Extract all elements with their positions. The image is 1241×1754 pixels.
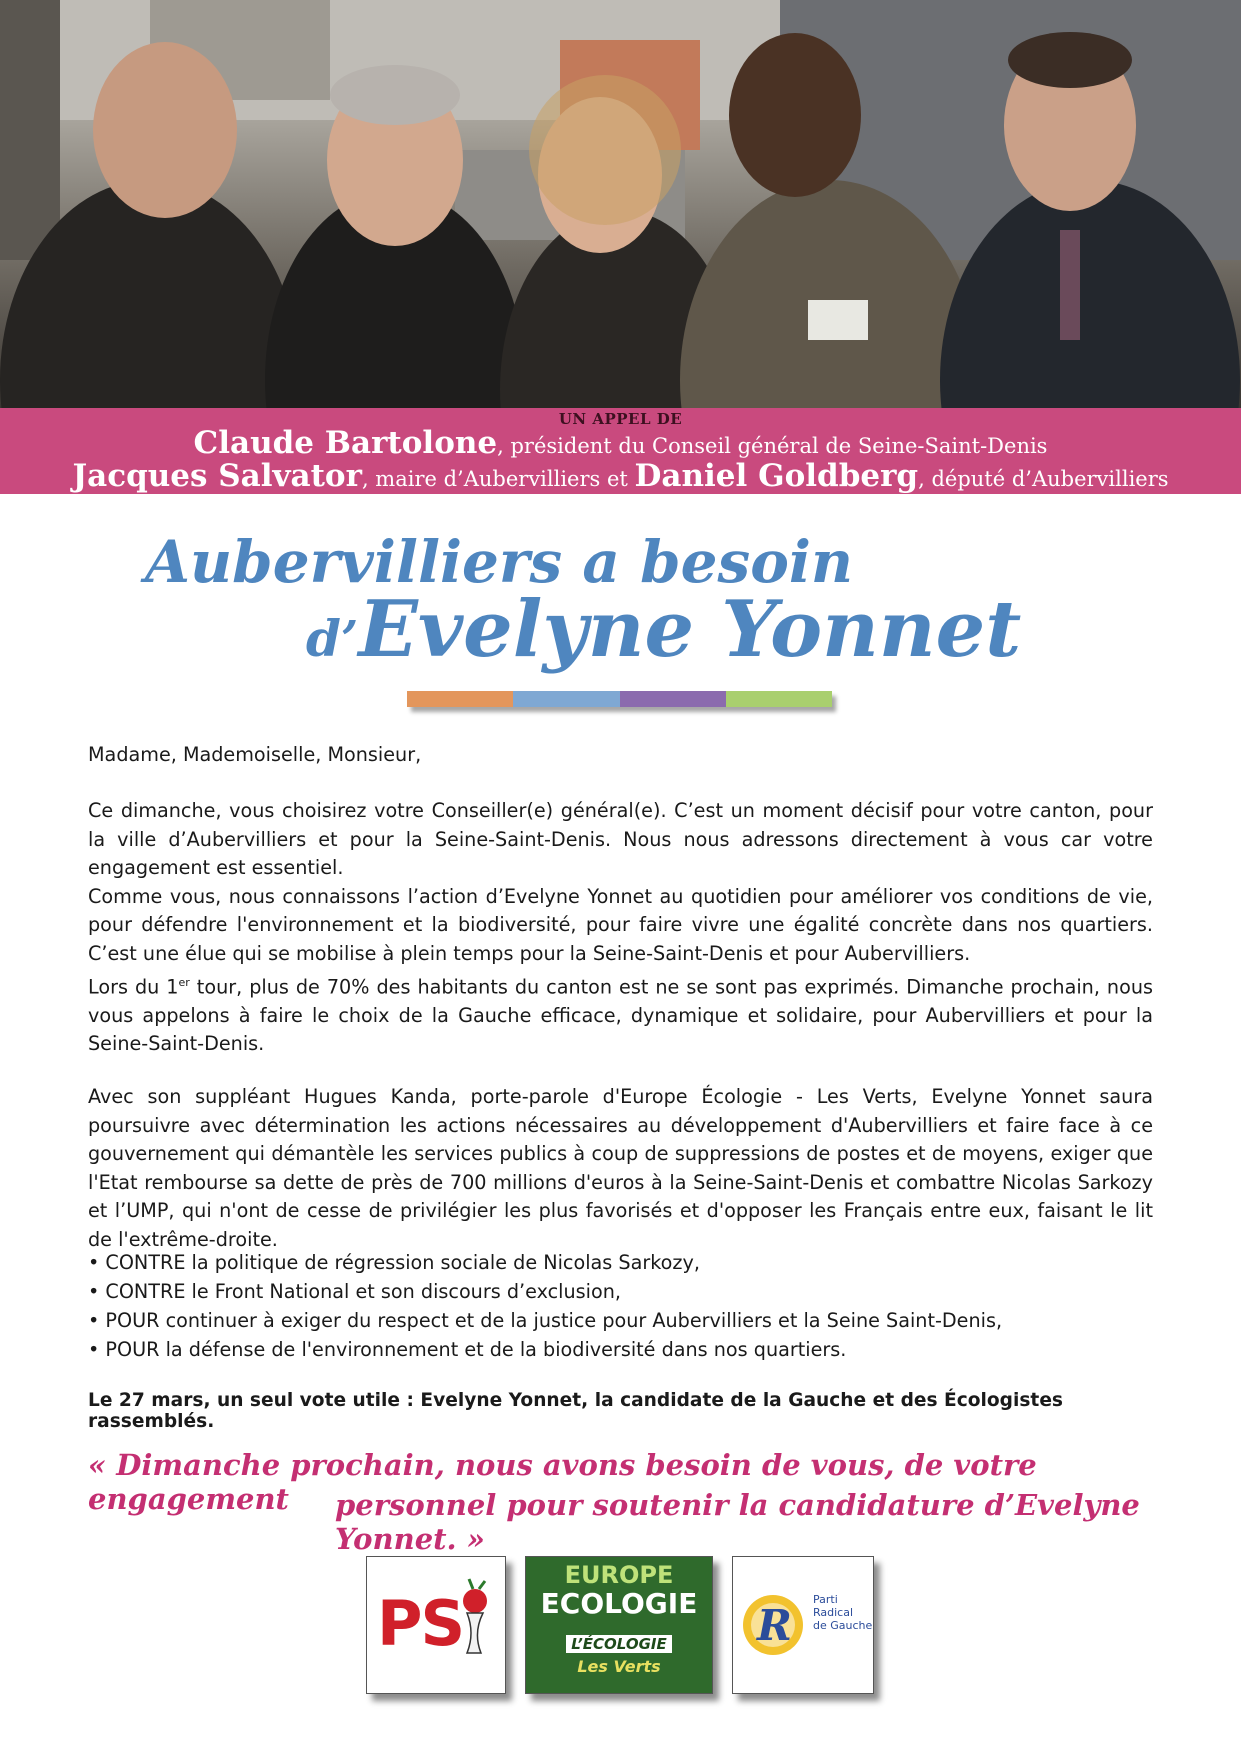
- banner-line-2-role: , député d’Aubervilliers: [918, 467, 1169, 491]
- prg-text: [813, 1593, 872, 1632]
- europe-ecologie-logo: [525, 1556, 713, 1694]
- headline-line-1: Aubervilliers a besoin: [145, 528, 854, 596]
- eelv-line-4: Les Verts: [577, 1657, 661, 1676]
- eelv-line-2: ECOLOGIE: [540, 1587, 698, 1620]
- headline-candidate-name: Evelyne Yonnet: [358, 584, 1022, 675]
- ps-logo: [366, 1556, 506, 1694]
- headline-prefix: d’: [306, 609, 359, 668]
- prg-text-3: de Gauche: [813, 1619, 873, 1632]
- prg-text-1: Parti: [813, 1593, 838, 1606]
- paragraph-3-rest: tour, plus de 70% des habitants du canton est ne se sont pas exprimés. Dimanche prochain, nous vous appelons à faire le choix de la Gauche efficace, dynamique et solidaire, pour Aubervilliers et pour la Seine-Saint-Denis.: [88, 974, 1153, 1056]
- conclusion-statement: Le 27 mars, un seul vote utile : Evelyne Yonnet, la candidate de la Gauche et des Écologistes rassemblés.: [88, 1390, 1063, 1432]
- salutation: Madame, Mademoiselle, Monsieur,: [88, 743, 422, 766]
- eelv-line-3: L’ÉCOLOGIE: [566, 1635, 672, 1653]
- parti-radical-de-gauche-logo: [732, 1556, 874, 1694]
- ps-logo-text: PS: [377, 1587, 464, 1660]
- list-item: • POUR la défense de l'environnement et de la biodiversité dans nos quartiers.: [88, 1335, 1153, 1364]
- color-bar-orange: [407, 691, 513, 707]
- name-daniel-goldberg: Daniel Goldberg: [634, 458, 919, 494]
- color-bar-purple: [620, 691, 726, 707]
- prg-text-2: Radical: [813, 1606, 854, 1619]
- eelv-line-1: EUROPE: [564, 1561, 674, 1589]
- banner-line-2-mid: , maire d’Aubervilliers et: [361, 467, 635, 491]
- banner-line-2: [0, 458, 1241, 494]
- list-item: • POUR continuer à exiger du respect et de la justice pour Aubervilliers et la Seine Saint-Denis,: [88, 1306, 1153, 1335]
- letter-body: [88, 797, 1153, 1059]
- banner-line-1-role: , président du Conseil général de Seine-Saint-Denis: [497, 434, 1048, 458]
- prg-letter: R: [757, 1601, 792, 1650]
- paragraph-4: Avec son suppléant Hugues Kanda, porte-parole d'Europe Écologie - Les Verts, Evelyne Yonnet saura poursuivre avec détermination les actions nécessaires au développement d'Aubervilliers et faire face à ce gouvernement qui démantèle les services publics à coup de suppressions de postes et de moyens, exiger que l'Etat rembourse sa dette de près de 700 millions d'euros à la Seine-Saint-Denis et combattre Nicolas Sarkozy et l’UMP, qui n'ont de cesse de privilégier les plus favorisés et d'opposer les Français entre eux, faisant le lit de l'extrême-droite.: [88, 1085, 1153, 1251]
- bullet-list: [88, 1248, 1153, 1364]
- quote-line-1: « Dimanche prochain, nous avons besoin de vous, de votre engagement: [88, 1448, 1037, 1516]
- paragraph-1: Ce dimanche, vous choisirez votre Conseiller(e) général(e). C’est un moment décisif pour votre canton, pour la ville d’Aubervilliers et pour la Seine-Saint-Denis. Nous nous adressons directement à vous car votre engagement est essentiel.: [88, 799, 1153, 880]
- group-photo-illustration: [0, 0, 1241, 408]
- headline-line-2: [306, 584, 1021, 675]
- paragraph-2: Comme vous, nous connaissons l’action d’Evelyne Yonnet au quotidien pour améliorer vos conditions de vie, pour défendre l'environnement et la biodiversité, pour faire vivre une égalité concrète dans nos quartiers. C’est une élue qui se mobilise à plein temps pour la Seine-Saint-Denis et pour Aubervilliers.: [88, 884, 1153, 965]
- group-photo: [0, 0, 1241, 408]
- color-bar-blue: [513, 691, 619, 707]
- name-claude-bartolone: Claude Bartolone: [193, 425, 498, 461]
- color-bar-divider: [407, 691, 832, 707]
- quote-line-2: personnel pour soutenir la candidature d’Evelyne Yonnet. »: [335, 1488, 1140, 1556]
- appeal-banner: [0, 408, 1241, 494]
- list-item: • CONTRE la politique de régression sociale de Nicolas Sarkozy,: [88, 1248, 1153, 1277]
- paragraph-3-start: Lors du 1: [88, 974, 179, 998]
- name-jacques-salvator: Jacques Salvator: [72, 458, 362, 494]
- paragraph-3: [88, 969, 1153, 1059]
- banner-kicker: UN APPEL DE: [558, 410, 683, 428]
- color-bar-green: [726, 691, 832, 707]
- paragraph-3-sup: er: [178, 975, 190, 989]
- banner-line-1: [0, 425, 1241, 461]
- list-item: • CONTRE le Front National et son discours d’exclusion,: [88, 1277, 1153, 1306]
